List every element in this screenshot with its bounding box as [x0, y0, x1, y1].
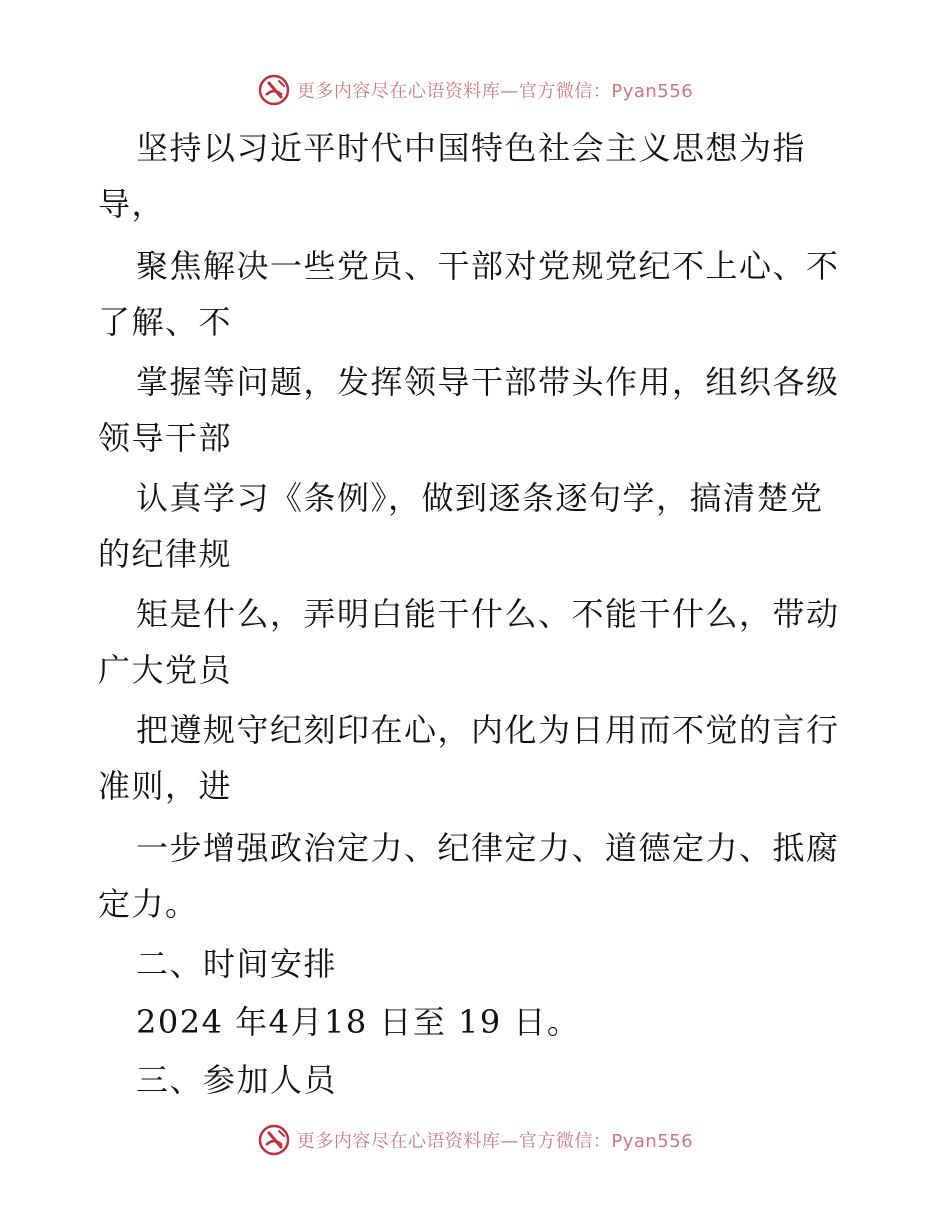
- header-watermark-banner: [0, 70, 950, 110]
- paragraph-line: 的纪律规: [98, 535, 233, 573]
- paragraph-line: 认真学习《条例》，做到逐条逐句学，搞清楚党: [136, 479, 824, 517]
- paragraph-line: 矩是什么，弄明白能干什么、不能干什么，带动: [136, 595, 840, 633]
- paragraph-line: 领导干部: [98, 419, 233, 457]
- paragraph-line: 准则，进: [98, 767, 233, 805]
- paragraph-line: 了解、不: [98, 303, 233, 341]
- section-heading: 二、时间安排: [136, 945, 338, 983]
- paragraph-line: 一步增强政治定力、纪律定力、道德定力、抵腐: [136, 829, 840, 867]
- date-line: 2024 年4月18 日至 19 日。: [136, 1003, 581, 1041]
- paragraph-line: 定力。: [98, 885, 199, 923]
- paragraph-line: 广大党员: [98, 651, 233, 689]
- paragraph-line: 导，: [98, 185, 166, 223]
- book-pen-logo-icon: [257, 73, 291, 107]
- footer-watermark-text: 更多内容尽在心语资料库—官方微信：Pyan556: [296, 1131, 694, 1152]
- section-heading: 三、参加人员: [136, 1061, 338, 1099]
- paragraph-line: 聚焦解决一些党员、干部对党规党纪不上心、不: [136, 247, 840, 285]
- footer-watermark-banner: [0, 1120, 950, 1160]
- header-watermark-text: 更多内容尽在心语资料库—官方微信：Pyan556: [296, 81, 694, 102]
- paragraph-line: 把遵规守纪刻印在心，内化为日用而不觉的言行: [136, 711, 840, 749]
- paragraph-line: 掌握等问题，发挥领导干部带头作用，组织各级: [136, 363, 840, 401]
- paragraph-line: 坚持以习近平时代中国特色社会主义思想为指: [136, 129, 807, 167]
- book-pen-logo-icon: [257, 1123, 291, 1157]
